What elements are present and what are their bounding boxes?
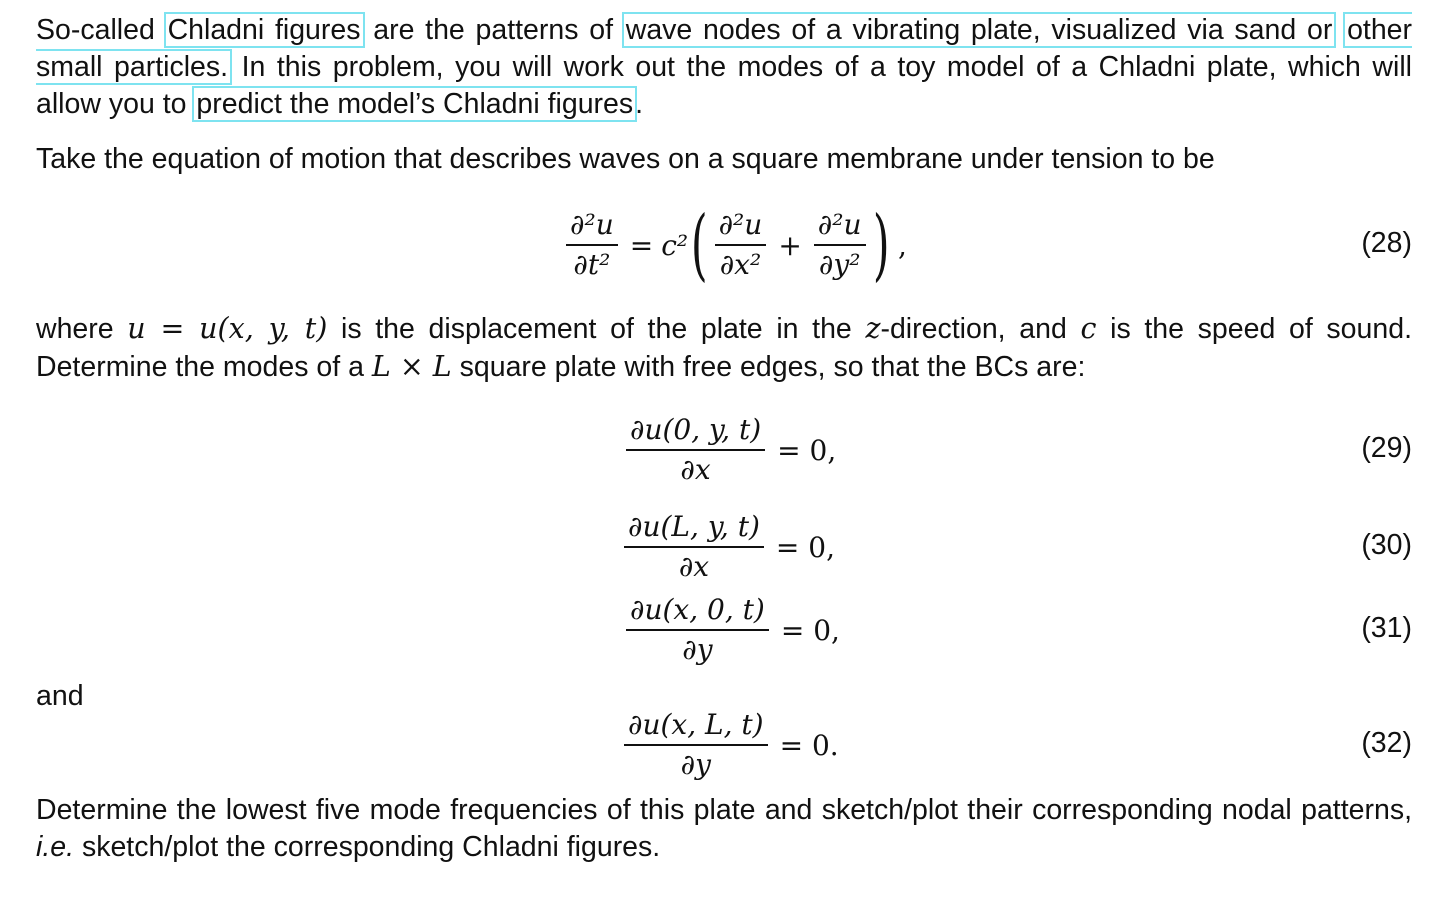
math-c: c	[1080, 312, 1097, 345]
problem-text	[36, 8, 1412, 178]
equation-29	[36, 410, 1412, 490]
fraction-x-term	[715, 206, 767, 284]
bc-paragraph-wrapper	[36, 310, 1412, 386]
link-predict-figures[interactable]: predict the model’s Chladni figures	[192, 86, 637, 122]
bc-fraction	[624, 508, 764, 586]
math-z: z	[865, 312, 881, 345]
equation-rhs: = 0.	[779, 728, 839, 762]
equation-32	[36, 705, 1412, 785]
fraction-denominator: ∂x	[680, 453, 711, 486]
fraction-numerator: ∂²u	[718, 208, 763, 241]
and-label: and	[36, 680, 84, 712]
fraction-numerator: ∂u(L, y, t)	[628, 510, 760, 543]
fraction-numerator: ∂u(x, 0, t)	[630, 593, 765, 626]
text-segment: Determine the lowest five mode frequencies of this plate and sketch/plot their corresponding nodal patterns,	[36, 794, 1412, 826]
text-segment: So-called	[36, 14, 166, 46]
equation-30	[36, 507, 1412, 587]
equation-rhs: = 0,	[780, 613, 840, 647]
bc-equation	[620, 705, 839, 785]
text-segment: where	[36, 313, 128, 345]
task-paragraph	[36, 792, 1412, 866]
intro-paragraph	[36, 12, 1412, 123]
text-segment: -direction, and	[880, 313, 1081, 345]
equation-number: (30)	[1361, 529, 1412, 561]
bc-fraction	[626, 591, 769, 669]
fraction-numerator: ∂u(0, y, t)	[630, 413, 762, 446]
text-segment: .	[635, 88, 644, 120]
wave-equation	[562, 200, 907, 290]
text-segment: is the speed of sound. Determine the modes of a	[36, 313, 1412, 383]
text-segment: sketch/plot the corresponding Chladni figures.	[74, 831, 661, 863]
fraction-numerator: ∂u(x, L, t)	[628, 708, 764, 741]
text-segment: In this problem, you will work out the modes of a toy model of a Chladni plate, which will allow you to	[36, 51, 1412, 120]
fraction-numerator: ∂²u	[570, 208, 614, 241]
ie-abbrev: i.e.	[36, 831, 75, 863]
bc-equation	[622, 590, 840, 670]
bc-equation	[620, 507, 835, 587]
equals-sign: =	[629, 228, 654, 262]
task-paragraph-wrapper	[36, 792, 1412, 866]
fraction-denominator: ∂t²	[573, 248, 611, 281]
equation-31	[36, 590, 1412, 670]
equation-comma: ,	[897, 228, 907, 262]
fraction-denominator: ∂y	[682, 633, 713, 666]
text-segment: is the displacement of the plate in the	[327, 313, 866, 345]
c-squared: c²	[661, 228, 689, 262]
right-paren: )	[872, 200, 890, 290]
bc-equation	[622, 410, 836, 490]
equation-number: (28)	[1361, 227, 1412, 259]
fraction-denominator: ∂y²	[818, 248, 861, 281]
bc-fraction	[626, 411, 765, 489]
text-segment: are the patterns of	[362, 14, 624, 46]
fraction-denominator: ∂x	[678, 550, 710, 583]
equation-rhs: = 0,	[777, 433, 837, 467]
equation-intro-paragraph: Take the equation of motion that describes waves on a square membrane under tension to be	[36, 143, 1215, 175]
math-l-by-l: L × L	[371, 350, 452, 383]
text-segment: square plate with free edges, so that the BCs are:	[451, 351, 1086, 383]
equation-28	[36, 200, 1412, 290]
fraction-lhs	[566, 206, 618, 284]
fraction-numerator: ∂²u	[817, 208, 862, 241]
fraction-y-term	[814, 206, 866, 284]
math-equals: =	[145, 312, 200, 345]
link-chladni-figures[interactable]: Chladni figures	[164, 12, 365, 48]
math-u: u	[127, 312, 146, 345]
link-small-particles[interactable]: other small particles.	[36, 14, 1413, 83]
equation-number: (29)	[1361, 432, 1412, 464]
fraction-denominator: ∂x²	[719, 248, 762, 281]
displacement-paragraph	[36, 310, 1412, 386]
equation-number: (32)	[1361, 727, 1412, 759]
plus-sign: +	[778, 228, 802, 262]
equation-number: (31)	[1361, 612, 1412, 644]
link-wave-nodes[interactable]: wave nodes of a vibrating plate, visualized via sand or	[622, 12, 1337, 48]
fraction-denominator: ∂y	[680, 748, 711, 781]
left-paren: (	[690, 200, 708, 290]
bc-fraction	[624, 706, 768, 784]
math-u-of-xyt: u(x, y, t)	[199, 312, 328, 345]
equation-rhs: = 0,	[775, 530, 835, 564]
